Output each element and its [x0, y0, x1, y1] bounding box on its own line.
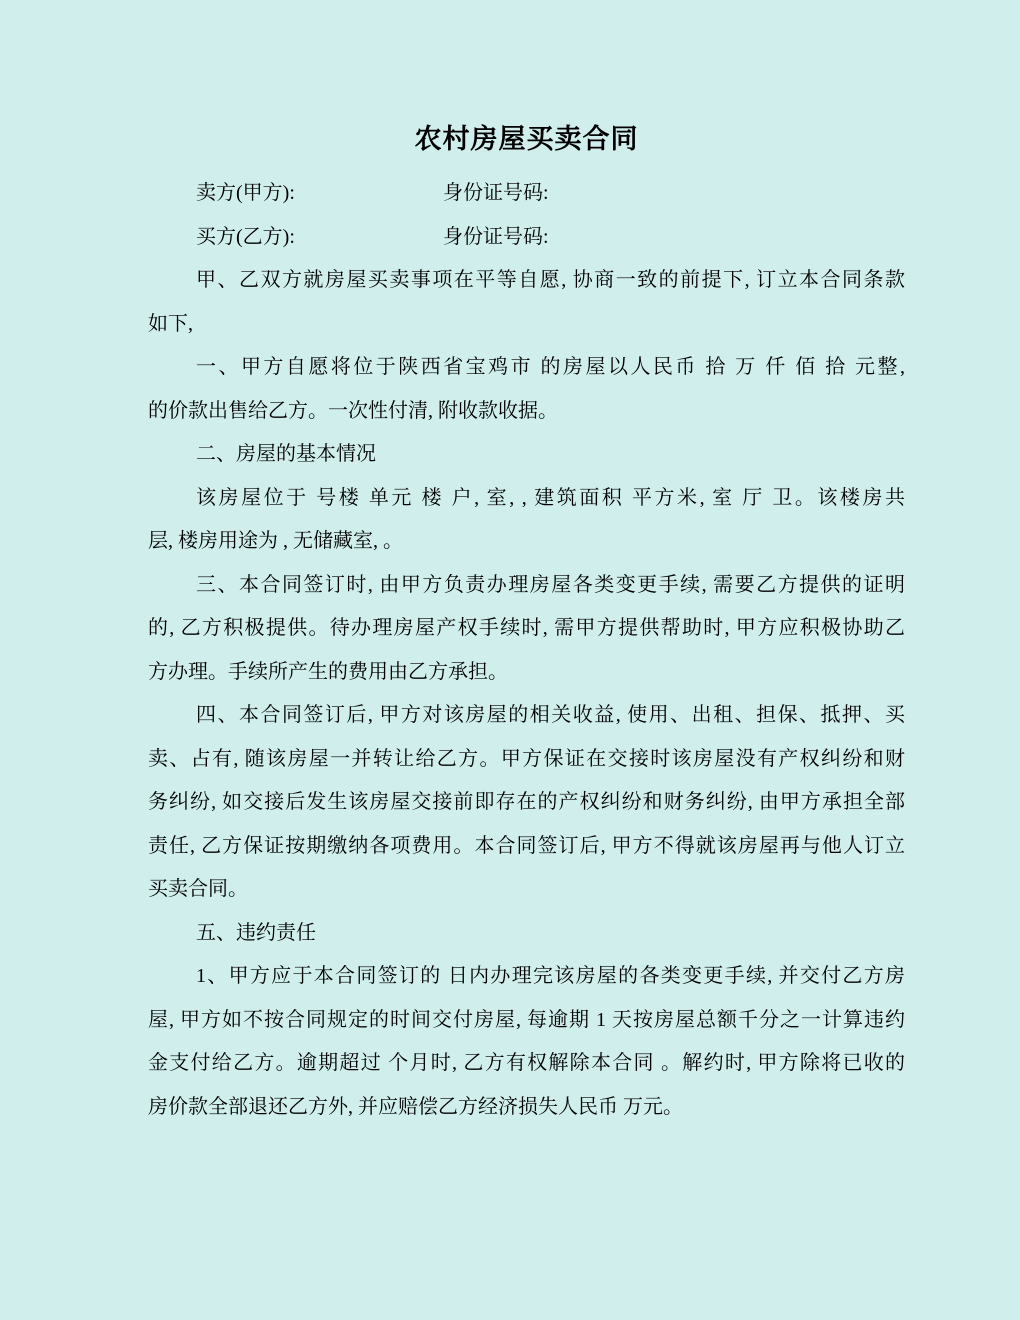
paragraph: [148, 694, 905, 912]
seller-label: 卖方(甲方):: [196, 182, 295, 204]
party-row-buyer: [148, 216, 905, 260]
paragraph: [148, 433, 905, 477]
paragraph-line: 层, 楼房用途为 , 无储藏室, 。: [148, 530, 403, 552]
paragraph-line: 甲、乙双方就房屋买卖事项在平等自愿, 协商一致的前提下, 订立本合同条款: [196, 269, 905, 291]
paragraph-line: 四、本合同签订后, 甲方对该房屋的相关收益, 使用、出租、担保、抵押、买: [196, 704, 905, 726]
paragraph-line: 三、本合同签订时, 由甲方负责办理房屋各类变更手续, 需要乙方提供的证明: [196, 573, 905, 596]
contract-content: [148, 116, 905, 1129]
seller-id-label: 身份证号码:: [443, 182, 549, 204]
paragraph-line: 房价款全部退还乙方外, 并应赔偿乙方经济损失人民币 万元。: [148, 1095, 683, 1118]
document-title: 农村房屋买卖合同: [414, 124, 639, 154]
party-row-seller: [148, 172, 905, 216]
paragraph-line: 金支付给乙方。逾期超过 个月时, 乙方有权解除本合同 。解约时, 甲方除将已收的: [148, 1052, 905, 1074]
paragraph-line: 二、房屋的基本情况: [196, 443, 376, 465]
paragraph-line: 五、违约责任: [196, 921, 316, 944]
paragraph: [148, 477, 905, 564]
paragraph-line: 方办理。手续所产生的费用由乙方承担。: [148, 660, 508, 683]
paragraph-line: 的, 乙方积极提供。待办理房屋产权手续时, 需甲方提供帮助时, 甲方应积极协助乙: [148, 617, 905, 639]
paragraph: [148, 259, 905, 346]
paragraph-line: 1、甲方应于本合同签订的 日内办理完该房屋的各类变更手续, 并交付乙方房: [196, 965, 905, 987]
paragraph-line: 该房屋位于 号楼 单元 楼 户, 室, , 建筑面积 平方米, 室 厅 卫。该楼房共: [196, 486, 905, 509]
paragraph-line: 如下,: [148, 312, 193, 335]
paragraph-line: 一、甲方自愿将位于陕西省宝鸡市 的房屋以人民币 拾 万 仟 佰 拾 元整,: [196, 356, 905, 378]
buyer-label: 买方(乙方):: [196, 225, 295, 248]
buyer-id-label: 身份证号码:: [443, 225, 549, 248]
paragraph-line: 屋, 甲方如不按合同规定的时间交付房屋, 每逾期 1 天按房屋总额千分之一计算违约: [148, 1008, 905, 1031]
paragraph-line: 的价款出售给乙方。一次性付清, 附收款收据。: [148, 399, 558, 422]
paragraph: [148, 912, 905, 956]
paragraph-line: 买卖合同。: [148, 878, 248, 900]
paragraph-line: 卖、占有, 随该房屋一并转让给乙方。甲方保证在交接时该房屋没有产权纠纷和财: [148, 747, 905, 770]
paragraph: [148, 564, 905, 695]
contract-body: [148, 259, 905, 1129]
paragraph: [148, 346, 905, 433]
paragraph-line: 务纠纷, 如交接后发生该房屋交接前即存在的产权纠纷和财务纠纷, 由甲方承担全部: [148, 791, 905, 813]
paragraph-line: 责任, 乙方保证按期缴纳各项费用。本合同签订后, 甲方不得就该房屋再与他人订立: [148, 834, 905, 857]
paragraph: [148, 955, 905, 1129]
